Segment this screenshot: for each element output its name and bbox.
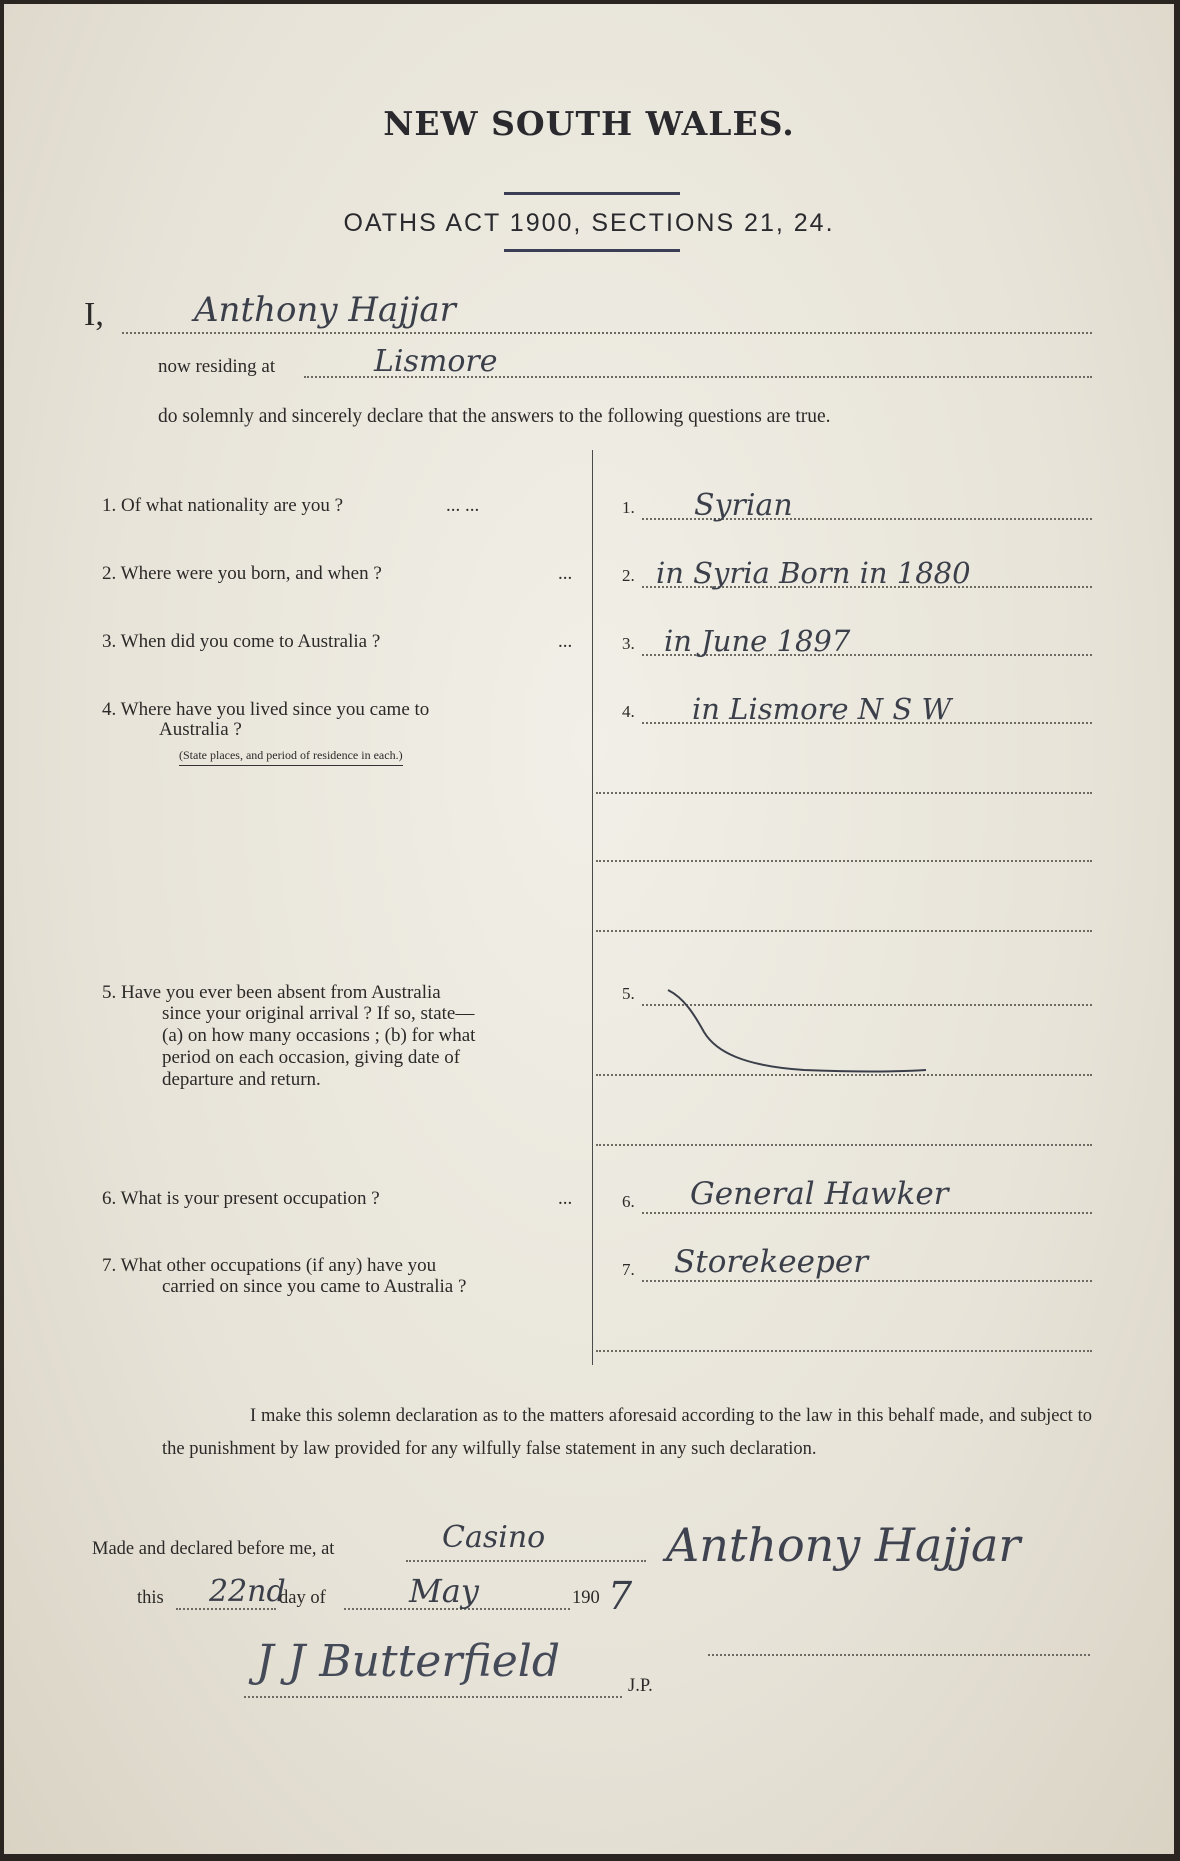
question-4-continued: Australia ? — [159, 719, 242, 740]
made-declared-label: Made and declared before me, at — [92, 1539, 335, 1559]
answer-5-extra-line-2 — [596, 1144, 1092, 1146]
year-suffix: 7 — [608, 1574, 633, 1618]
answer-5-extra-line-1 — [596, 1074, 1092, 1076]
jp-signature-line — [244, 1696, 622, 1698]
day-value: 22nd — [209, 1574, 286, 1609]
question-5-line-3: (a) on how many occasions ; (b) for what — [162, 1025, 476, 1046]
question-6: 6. What is your present occupation ? — [102, 1188, 380, 1209]
jp-label: J.P. — [628, 1676, 653, 1696]
answer-1-number: 1. — [622, 498, 635, 517]
column-divider — [592, 450, 593, 1365]
question-4: 4. Where have you lived since you came to — [102, 699, 430, 720]
answer-6-line — [642, 1212, 1092, 1214]
this-label: this — [137, 1588, 164, 1608]
answer-1: Syrian — [694, 488, 793, 523]
answer-4-extra-line-3 — [596, 930, 1092, 932]
answer-6-number: 6. — [622, 1192, 635, 1211]
declaration-form — [4, 4, 1174, 1854]
answer-2: in Syria Born in 1880 — [656, 556, 971, 590]
declarant-signature: Anthony Hajjar — [666, 1518, 1021, 1572]
question-1-leader: ... ... — [446, 495, 480, 516]
question-2-leader: ... — [558, 563, 573, 584]
title-rule-bottom — [504, 249, 680, 252]
answer-4: in Lismore N S W — [692, 692, 952, 726]
answer-2-number: 2. — [622, 566, 635, 585]
closing-declaration: I make this solemn declaration as to the matters aforesaid according to the law in this behalf made, and subject to the punishment by law provided for any wilfully false statement in any such declaration. — [162, 1406, 1092, 1459]
question-1: 1. Of what nationality are you ? — [102, 495, 344, 516]
question-3-leader: ... — [558, 631, 573, 652]
declarant-signature-line — [708, 1654, 1090, 1656]
form-title: NEW SOUTH WALES. — [383, 104, 795, 143]
question-7: 7. What other occupations (if any) have you — [102, 1255, 437, 1276]
i-label: I, — [84, 296, 104, 333]
day-of-label: day of — [279, 1588, 326, 1608]
question-7-continued: carried on since you came to Australia ? — [162, 1276, 467, 1297]
form-subtitle: OATHS ACT 1900, SECTIONS 21, 24. — [343, 209, 835, 237]
jp-signature: J J Butterfield — [256, 1636, 560, 1687]
answer-3: in June 1897 — [664, 624, 851, 658]
answer-4-extra-line-1 — [596, 792, 1092, 794]
question-5: 5. Have you ever been absent from Australia — [102, 982, 441, 1003]
declaration-intro: do solemnly and sincerely declare that the answers to the following questions are true. — [158, 406, 831, 427]
place-line — [406, 1560, 646, 1562]
answer-4-number: 4. — [622, 702, 635, 721]
answer-7-line — [642, 1280, 1092, 1282]
year-prefix: 190 — [572, 1588, 600, 1608]
month-value: May — [409, 1572, 479, 1610]
title-rule-top — [504, 192, 680, 195]
question-3: 3. When did you come to Australia ? — [102, 631, 381, 652]
question-6-leader: ... — [558, 1188, 573, 1209]
question-5-line-4: period on each occasion, giving date of — [162, 1047, 461, 1068]
question-5-line-2: since your original arrival ? If so, state— — [162, 1003, 475, 1024]
answer-7-number: 7. — [622, 1260, 635, 1279]
answer-7: Storekeeper — [674, 1244, 869, 1280]
question-5-line-5: departure and return. — [162, 1069, 321, 1090]
answer-6: General Hawker — [690, 1176, 949, 1212]
answer-5-number: 5. — [622, 984, 635, 1003]
answer-4-extra-line-2 — [596, 860, 1092, 862]
residing-label: now residing at — [158, 356, 276, 377]
question-2: 2. Where were you born, and when ? — [102, 563, 382, 584]
place-value: Casino — [442, 1520, 546, 1555]
answer-7-extra-line — [596, 1350, 1092, 1352]
residence-value: Lismore — [374, 344, 498, 379]
declarant-name: Anthony Hajjar — [194, 290, 456, 330]
question-4-note: (State places, and period of residence in each.) — [179, 748, 403, 766]
answer-5-strike-mark — [664, 984, 934, 1074]
answer-3-number: 3. — [622, 634, 635, 653]
name-line — [122, 332, 1092, 334]
